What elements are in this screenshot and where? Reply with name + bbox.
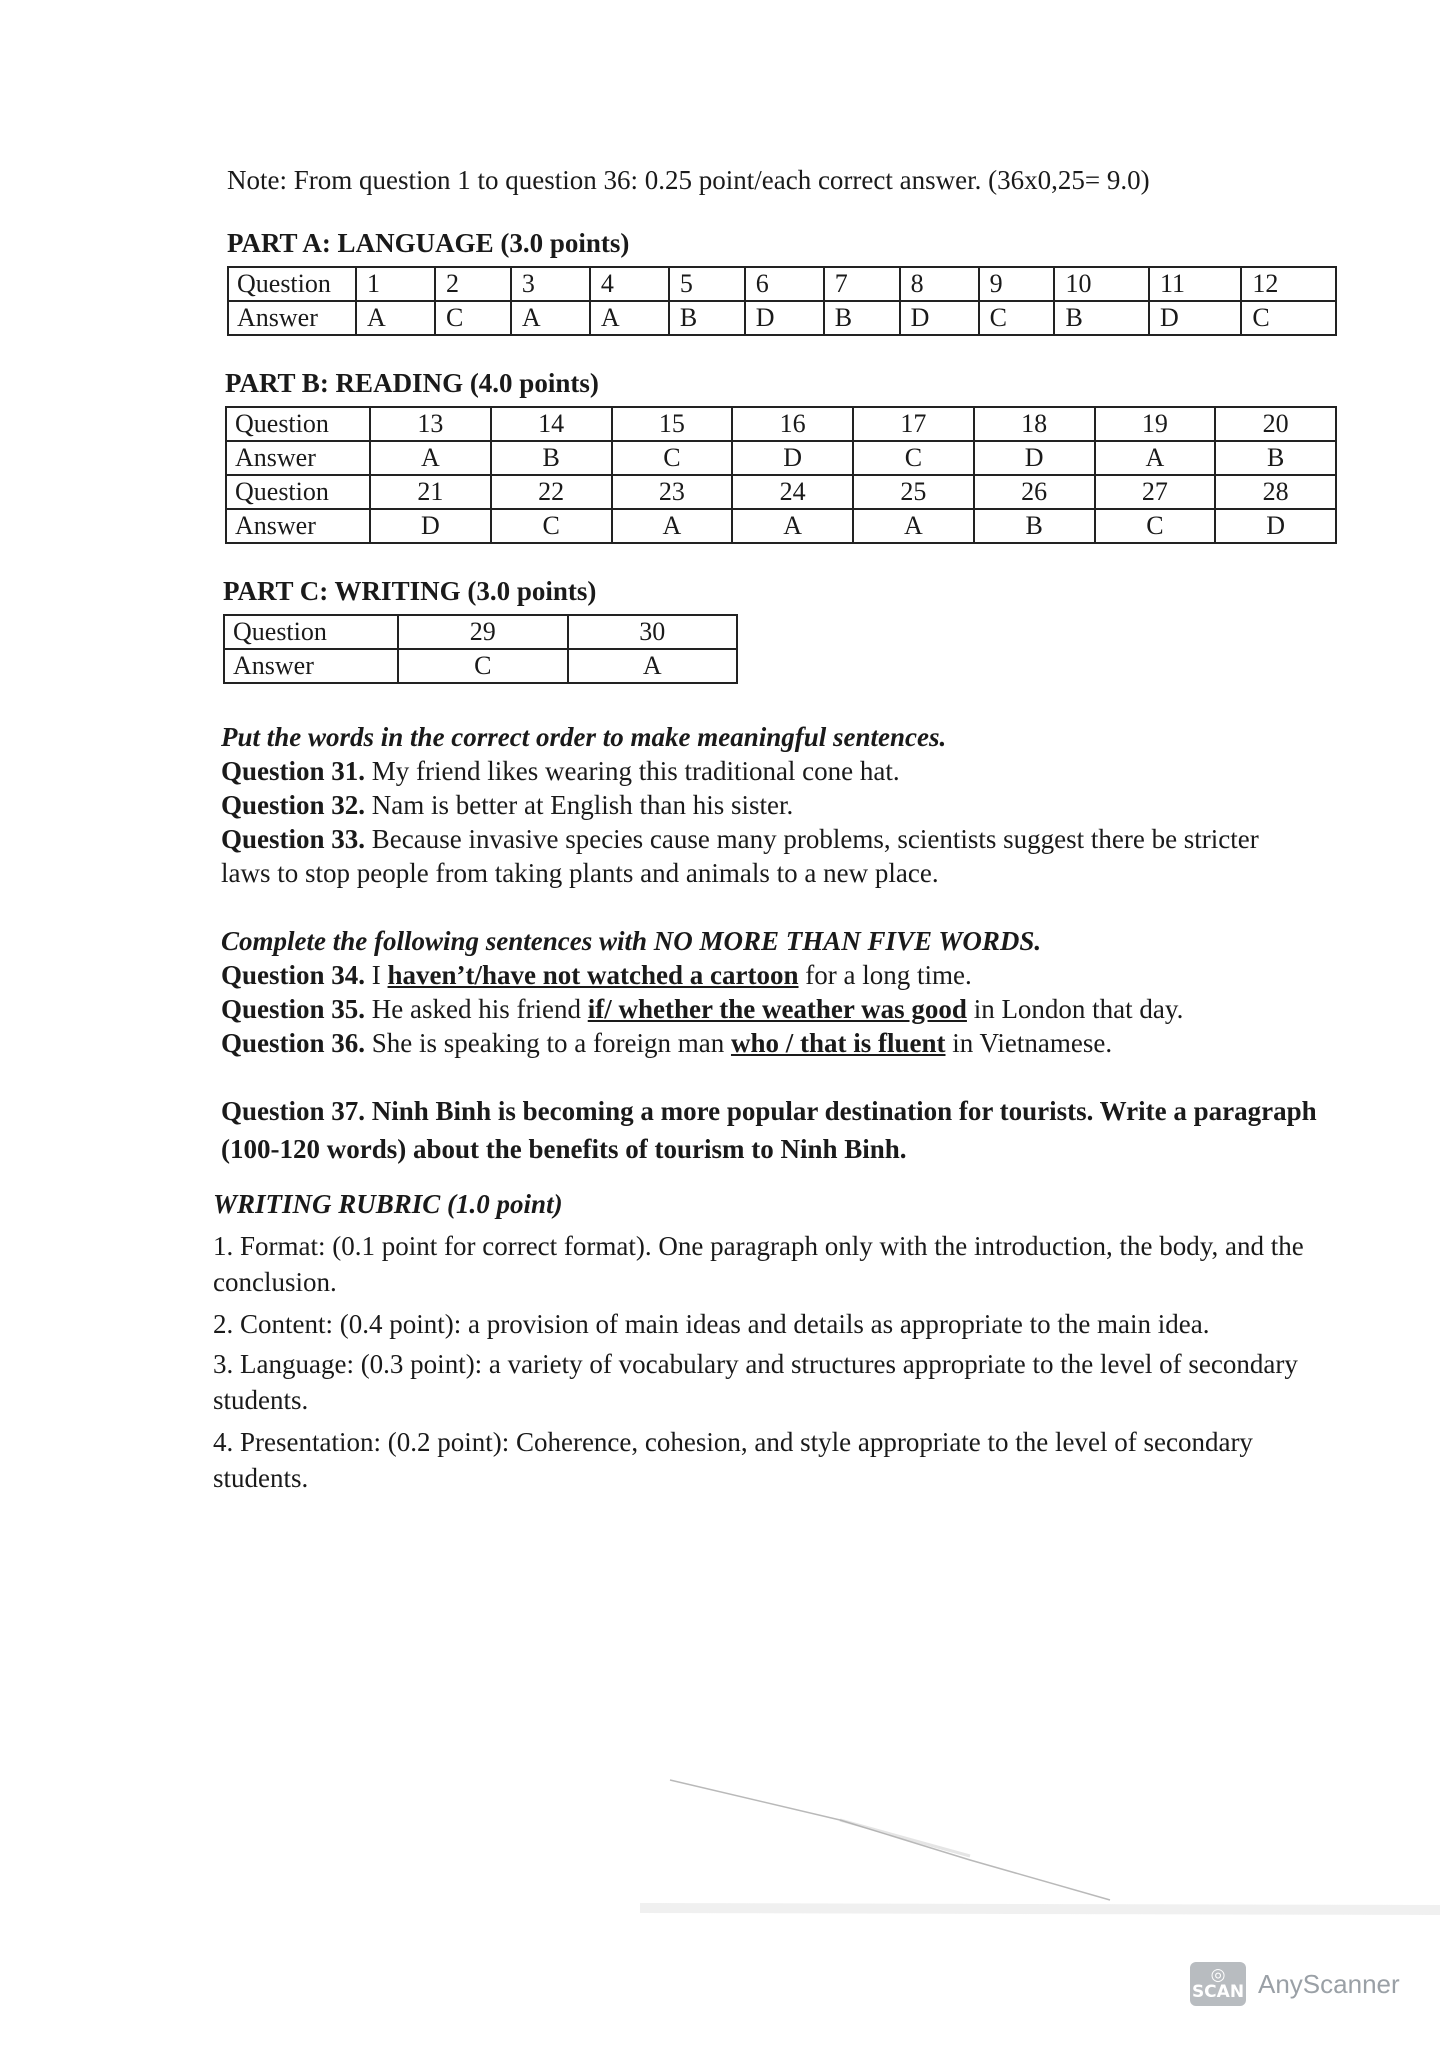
answer-cell: C	[1241, 301, 1336, 335]
row-label: Answer	[226, 441, 370, 475]
question-label: Question 32.	[221, 790, 366, 820]
row-label: Question	[226, 475, 370, 509]
answer-cell: C	[612, 441, 733, 475]
part-b-title: PART B: READING (4.0 points)	[225, 368, 599, 398]
scoring-note: Note: From question 1 to question 36: 0.25 point/each correct answer. (36x0,25= 9.0)	[227, 165, 1150, 195]
complete-sentences-heading: Complete the following sentences with NO MORE THAN FIVE WORDS.	[221, 926, 1042, 956]
question-cell: 12	[1241, 267, 1336, 301]
question-cell: 20	[1215, 407, 1336, 441]
question-label: Question 34.	[221, 960, 366, 990]
question-37: Question 37. Ninh Binh is becoming a more popular destination for tourists. Write a paragraph (100-120 words) about the benefits of tourism to Ninh Binh.	[221, 1096, 1317, 1164]
filled-answer: who / that is fluent	[730, 1028, 946, 1058]
scan-artifact-lines	[640, 1760, 1440, 1920]
list-item	[221, 1026, 1351, 1060]
answer-cell: D	[732, 441, 853, 475]
question-cell: 23	[612, 475, 733, 509]
table-row	[226, 407, 1336, 441]
answer-cell: B	[1215, 441, 1336, 475]
question-cell: 22	[491, 475, 612, 509]
answer-cell: A	[370, 441, 491, 475]
part-a-title: PART A: LANGUAGE (3.0 points)	[227, 228, 630, 258]
question-cell: 24	[732, 475, 853, 509]
question-cell: 13	[370, 407, 491, 441]
row-label: Answer	[228, 301, 356, 335]
question-label: Question 35.	[221, 994, 366, 1024]
question-cell: 3	[511, 267, 590, 301]
row-label: Question	[224, 615, 398, 649]
filled-answer: haven’t/have not watched a cartoon	[387, 960, 799, 990]
answer-cell: D	[900, 301, 979, 335]
answer-cell: A	[511, 301, 590, 335]
question-cell: 5	[669, 267, 745, 301]
sentence-end: for a long time.	[805, 960, 972, 990]
question-cell: 15	[612, 407, 733, 441]
row-label: Answer	[224, 649, 398, 683]
question-cell: 17	[853, 407, 974, 441]
list-item: 1. Format: (0.1 point for correct format). One paragraph only with the introduction, the body, and the conclusion.	[213, 1231, 1304, 1297]
row-label: Question	[226, 407, 370, 441]
question-label: Question 33.	[221, 824, 366, 854]
word-order-heading: Put the words in the correct order to make meaningful sentences.	[221, 722, 947, 752]
anyscanner-watermark	[1190, 1962, 1400, 2006]
question-cell: 26	[974, 475, 1095, 509]
question-cell: 16	[732, 407, 853, 441]
rubric-title: WRITING RUBRIC (1.0 point)	[213, 1189, 563, 1219]
answer-cell: C	[1095, 509, 1216, 543]
complete-sentences-section	[221, 924, 1351, 1060]
answer-cell: B	[491, 441, 612, 475]
answer-cell: A	[853, 509, 974, 543]
sentence-end: in Vietnamese.	[952, 1028, 1113, 1058]
table-row	[226, 475, 1336, 509]
row-label: Answer	[226, 509, 370, 543]
question-cell: 29	[398, 615, 568, 649]
question-cell: 19	[1095, 407, 1216, 441]
answer-sentence: Because invasive species cause many problems, scientists suggest there be stricter laws to stop people from taking plants and animals to a new place.	[221, 824, 1259, 888]
question-cell: 14	[491, 407, 612, 441]
table-row	[224, 649, 737, 683]
part-b-answer-table	[225, 406, 1337, 544]
part-a-answer-table	[227, 266, 1337, 336]
question-cell: 8	[900, 267, 979, 301]
sentence-start: She is speaking to a foreign man	[371, 1028, 725, 1058]
question-label: Question 36.	[221, 1028, 366, 1058]
question-label: Question 31.	[221, 756, 366, 786]
question-cell: 9	[979, 267, 1055, 301]
question-cell: 30	[568, 615, 738, 649]
answer-cell: C	[435, 301, 511, 335]
answer-cell: A	[612, 509, 733, 543]
answer-cell: B	[824, 301, 900, 335]
answer-sentence: My friend likes wearing this traditional cone hat.	[371, 756, 900, 786]
sentence-start: He asked his friend	[371, 994, 581, 1024]
answer-cell: B	[974, 509, 1095, 543]
question-cell: 18	[974, 407, 1095, 441]
list-item	[221, 788, 1351, 822]
question-cell: 11	[1149, 267, 1241, 301]
brand-name: AnyScanner	[1258, 1968, 1400, 1999]
writing-rubric	[213, 1186, 1338, 1496]
question-cell: 21	[370, 475, 491, 509]
answer-cell: D	[745, 301, 824, 335]
part-c-title: PART C: WRITING (3.0 points)	[223, 576, 597, 606]
sentence-end: in London that day.	[973, 994, 1184, 1024]
scan-logo-icon: ◎ SCAN	[1190, 1962, 1246, 2006]
answer-cell: D	[370, 509, 491, 543]
filled-answer: if/ whether the weather was good	[587, 994, 967, 1024]
question-cell: 2	[435, 267, 511, 301]
answer-cell: C	[979, 301, 1055, 335]
answer-cell: B	[1054, 301, 1148, 335]
table-row	[226, 441, 1336, 475]
list-item	[221, 822, 1281, 890]
question-cell: 27	[1095, 475, 1216, 509]
answer-cell: C	[853, 441, 974, 475]
table-row	[228, 267, 1336, 301]
list-item: 4. Presentation: (0.2 point): Coherence, cohesion, and style appropriate to the level of secondary students.	[213, 1427, 1253, 1493]
question-cell: 6	[745, 267, 824, 301]
answer-cell: A	[1095, 441, 1216, 475]
answer-sentence: Nam is better at English than his sister.	[371, 790, 794, 820]
answer-cell: C	[398, 649, 568, 683]
answer-cell: A	[732, 509, 853, 543]
table-row	[224, 615, 737, 649]
list-item: 2. Content: (0.4 point): a provision of main ideas and details as appropriate to the main idea.	[213, 1309, 1210, 1339]
question-cell: 1	[356, 267, 435, 301]
question-cell: 7	[824, 267, 900, 301]
question-cell: 28	[1215, 475, 1336, 509]
row-label: Question	[228, 267, 356, 301]
table-row	[228, 301, 1336, 335]
question-cell: 4	[590, 267, 669, 301]
list-item	[221, 958, 1351, 992]
list-item	[221, 992, 1351, 1026]
word-order-section	[221, 720, 1351, 890]
list-item	[221, 754, 1351, 788]
answer-cell: D	[1149, 301, 1241, 335]
question-cell: 10	[1054, 267, 1148, 301]
answer-cell: D	[974, 441, 1095, 475]
list-item: 3. Language: (0.3 point): a variety of vocabulary and structures appropriate to the level of secondary students.	[213, 1349, 1298, 1415]
question-cell: 25	[853, 475, 974, 509]
answer-cell: A	[568, 649, 738, 683]
answer-cell: A	[356, 301, 435, 335]
answer-cell: C	[491, 509, 612, 543]
answer-cell: A	[590, 301, 669, 335]
answer-cell: B	[669, 301, 745, 335]
part-c-answer-table	[223, 614, 738, 684]
table-row	[226, 509, 1336, 543]
answer-cell: D	[1215, 509, 1336, 543]
sentence-start: I	[371, 960, 381, 990]
